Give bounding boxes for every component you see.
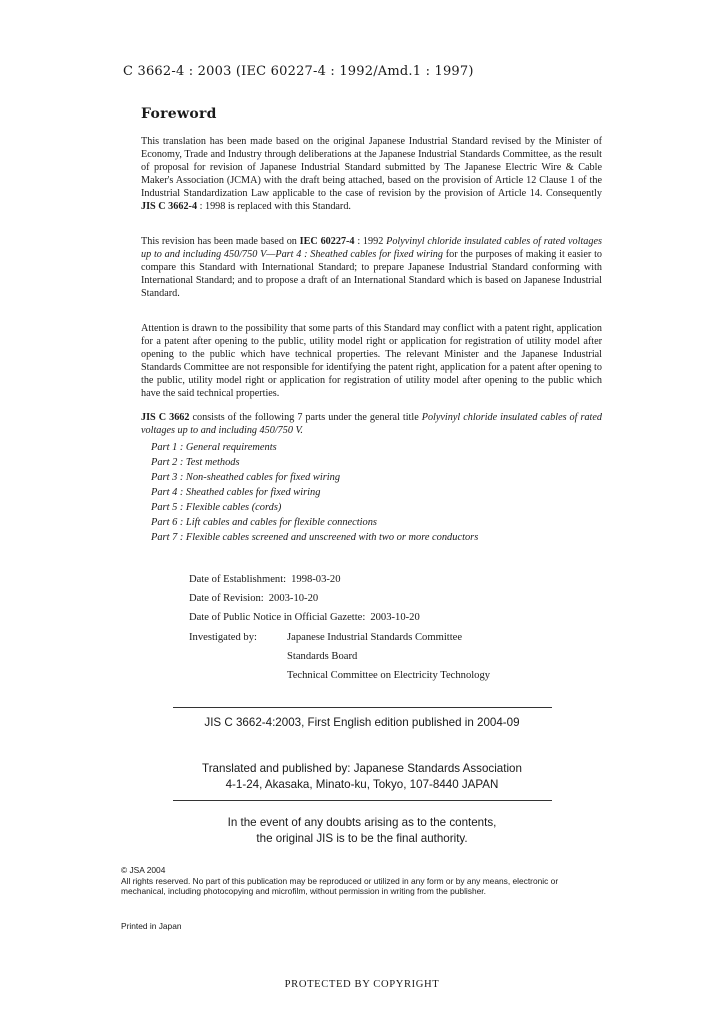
p4-mid: consists of the following 7 parts under the general title [189,412,422,423]
revision-value: 2003-10-20 [268,593,319,605]
p2-italic: Polyvinyl chloride insulated cables of rated voltages up to and including 450/750 V—Part 4 : Sheathed cables for fixed wiring [141,236,602,260]
investigated-label: Investigated by: [189,631,257,643]
investigated-row [189,628,490,647]
notice-row [189,608,490,627]
publisher-line-1: Translated and published by: Japanese Standards Association [202,762,522,775]
investigated-row-2 [189,647,490,666]
notice-label: Date of Public Notice in Official Gazette: [189,612,366,624]
standard-header: C 3662-4 : 2003 (IEC 60227-4 : 1992/Amd.1 : 1997) [123,64,474,79]
part-item: Part 2 : Test methods [151,457,240,468]
foreword-paragraph-2 [141,236,602,301]
p2-end: for the purposes of making it easier to compare this Standard with International Standard; to prepare Japanese Industrial Standard conforming with International Standard; and to propose a draft of an International Standard which is based on Japanese Industrial Standard. [141,248,602,299]
foreword-paragraph-3: Attention is drawn to the possibility that some parts of this Standard may conflict with a patent right, application for a patent after opening to the public, utility model right or application for registration of utility model after opening to the public which have technical properties. The relevant Minister and the Japanese Industrial Standards Committee are not responsible for identifying the patent right, application for a patent after opening to the public, utility model right or application for registration of utility model after opening to the public which have the said technical properties. [141,323,602,399]
revision-label: Date of Revision: [189,593,264,605]
authority-line-1: In the event of any doubts arising as to the contents, [227,816,497,829]
edition-line: JIS C 3662-4:2003, First English edition published in 2004-09 [204,716,520,729]
notice-value: 2003-10-20 [370,612,420,624]
investigated-spacer [189,647,287,666]
establishment-value: 1998-03-20 [291,574,341,585]
investigated-value: Technical Committee on Electricity Technology [287,670,491,682]
p2-start: This revision has been made based on [141,236,300,247]
foreword-title: Foreword [141,106,217,122]
copyright-line: © JSA 2004 [121,865,166,875]
part-item: Part 6 : Lift cables and cables for flexible connections [151,517,377,528]
divider-rule [173,800,552,801]
copyright-block [121,865,602,897]
foreword-paragraph-1 [141,136,602,213]
dates-block [189,570,490,685]
establishment-row [189,570,490,589]
part-item: Part 3 : Non-sheathed cables for fixed wiring [151,472,341,483]
rights-text: All rights reserved. No part of this publication may be reproduced or utilized in any form or by any means, electronic or mechanical, including photocopying and microfilm, without permission in writing from the publisher. [121,875,559,896]
p4-bold: JIS C 3662 [141,412,190,423]
p2-bold: IEC 60227-4 [299,236,355,247]
investigated-value: Standards Board [287,650,358,662]
part-item: Part 5 : Flexible cables (cords) [151,502,282,513]
parts-list [151,440,478,545]
p4-italic: Polyvinyl chloride insulated cables of rated voltages up to and including 450/750 V. [141,412,602,436]
investigated-spacer [189,666,287,685]
investigated-row-3 [189,666,490,685]
revision-row [189,589,490,608]
part-item: Part 1 : General requirements [151,442,277,453]
printed-in: Printed in Japan [121,921,182,931]
footer-notice: PROTECTED BY COPYRIGHT [284,979,440,990]
p1-text: This translation has been made based on the original Japanese Industrial Standard revised by the Minister of Economy, Trade and Industry through deliberations at the Japanese Industrial Standards Committee, as the result of proposal for revision of Japanese Industrial Standard submitted by The Japanese Electric Wire & Cable Maker's Association (JCMA) with the draft being attached, based on the provision of Article 12 Clause 1 of the Industrial Standardization Law applicable to the case of revision by the provision of Article 14. Consequently [141,136,602,199]
p1-bold: JIS C 3662-4 [141,200,198,212]
authority-line-2: the original JIS is to be the final authority. [256,832,468,845]
authority-note [0,815,724,847]
establishment-label: Date of Establishment: [189,574,287,585]
publisher-block [0,761,724,793]
investigated-value: Japanese Industrial Standards Committee [287,631,463,643]
foreword-paragraph-4 [141,412,602,438]
part-item: Part 4 : Sheathed cables for fixed wiring [151,487,321,498]
divider-rule [173,707,552,708]
publisher-address: 4-1-24, Akasaka, Minato-ku, Tokyo, 107-8440 JAPAN [225,778,499,791]
part-item: Part 7 : Flexible cables screened and unscreened with two or more conductors [151,532,479,543]
p2-mid: : 1992 [354,236,387,247]
p1-end: : 1998 is replaced with this Standard. [197,200,351,212]
